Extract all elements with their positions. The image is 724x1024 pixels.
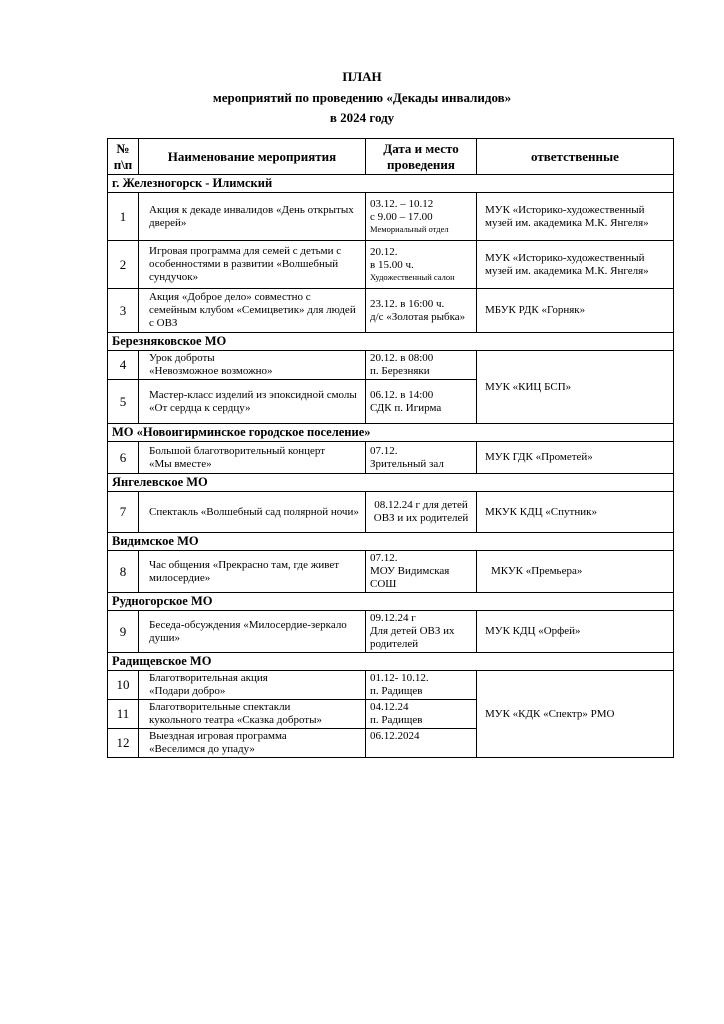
- section-title: Видимское МО: [108, 533, 674, 551]
- table-row: [108, 289, 674, 333]
- row-number: 11: [108, 700, 139, 729]
- section-title: г. Железногорск - Илимский: [108, 175, 674, 193]
- section-title: МО «Новоигирминское городское поселение»: [108, 424, 674, 442]
- event-name: [139, 442, 366, 474]
- document-title: ПЛАН: [342, 69, 382, 84]
- header-number: [108, 139, 139, 175]
- event-date: [366, 671, 477, 700]
- date-line: СДК п. Игирма: [370, 401, 442, 414]
- section-row: [108, 593, 674, 611]
- section-title: Радищевское МО: [108, 653, 674, 671]
- header-date-line2: проведения: [387, 156, 455, 172]
- table-row: [108, 611, 674, 653]
- responsible: МУК «КИЦ БСП»: [477, 351, 674, 424]
- section-row: [108, 175, 674, 193]
- date-line: МОУ Видимская СОШ: [370, 565, 450, 590]
- section-row: [108, 474, 674, 492]
- row-number: 1: [108, 193, 139, 241]
- event-date: [366, 700, 477, 729]
- header-responsible: ответственные: [477, 139, 674, 175]
- event-date: [366, 611, 477, 653]
- date-line: 07.12.: [370, 444, 398, 457]
- event-name: Акция «Доброе дело» совместно с семейным клубом «Семицветик» для людей с ОВЗ: [139, 289, 366, 333]
- date-line: 07.12.: [370, 552, 398, 564]
- date-line: 20.12.: [370, 246, 398, 258]
- header-number-line2: п\п: [113, 156, 133, 172]
- date-line: п. Радищев: [370, 714, 423, 726]
- row-number: 4: [108, 351, 139, 380]
- venue-line: Художественный салон: [370, 272, 455, 282]
- row-number: 5: [108, 380, 139, 424]
- event-name-line: «Невозможное возможно»: [149, 365, 273, 377]
- date-line: д/с «Золотая рыбка»: [370, 310, 466, 323]
- date-line: 06.12.2024: [370, 730, 420, 742]
- responsible: МУК ГДК «Прометей»: [477, 442, 674, 474]
- event-name-line: «Подари добро»: [149, 685, 226, 697]
- date-line: п. Березняки: [370, 365, 430, 377]
- row-number: 10: [108, 671, 139, 700]
- events-plan-table: [107, 138, 674, 758]
- event-name: Беседа-обсуждения «Милосердие-зеркало души»: [139, 611, 366, 653]
- date-line: 23.12. в 16:00 ч.: [370, 297, 445, 310]
- event-date: [366, 289, 477, 333]
- responsible: МУК «КДК «Спектр» РМО: [477, 671, 674, 758]
- event-name-line: «Веселимся до упаду»: [149, 743, 255, 755]
- date-line: 01.12- 10.12.: [370, 672, 429, 684]
- event-date: [366, 442, 477, 474]
- event-name-line: Выездная игровая программа: [149, 730, 287, 742]
- section-title: Березняковское МО: [108, 333, 674, 351]
- event-date: [366, 241, 477, 289]
- venue-line: Мемориальный отдел: [370, 224, 449, 234]
- event-name-line: Мастер-класс изделий из эпоксидной смолы: [149, 388, 357, 401]
- event-name-line: «От сердца к сердцу»: [149, 401, 251, 414]
- document-year: в 2024 году: [329, 110, 395, 125]
- table-row: [108, 193, 674, 241]
- date-line: Для детей ОВЗ их родителей: [370, 625, 455, 650]
- event-date: 08.12.24 г для детей ОВЗ и их родителей: [366, 492, 477, 533]
- document-subtitle: мероприятий по проведению «Декады инвалидов»: [212, 90, 512, 105]
- event-name: [139, 351, 366, 380]
- date-line: Зрительный зал: [370, 457, 444, 470]
- date-line: в 15.00 ч.: [370, 259, 414, 271]
- event-name: [139, 380, 366, 424]
- event-date: [366, 193, 477, 241]
- event-date: [366, 351, 477, 380]
- event-name: Час общения «Прекрасно там, где живет милосердие»: [139, 551, 366, 593]
- date-line: п. Радищев: [370, 685, 423, 697]
- event-name-line: Урок доброты: [149, 352, 215, 364]
- row-number: 6: [108, 442, 139, 474]
- event-name: [139, 671, 366, 700]
- table-header-row: [108, 139, 674, 175]
- responsible: МУК «Историко-художественный музей им. академика М.К. Янгеля»: [477, 241, 674, 289]
- event-date: [366, 729, 477, 758]
- event-name-line: Благотворительные спектакли: [149, 701, 291, 713]
- event-date: [366, 380, 477, 424]
- section-title: Рудногорское МО: [108, 593, 674, 611]
- table-row: [108, 241, 674, 289]
- row-number: 8: [108, 551, 139, 593]
- responsible: МКУК «Премьера»: [477, 551, 674, 593]
- row-number: 9: [108, 611, 139, 653]
- event-name-line: «Мы вместе»: [149, 457, 212, 470]
- section-row: [108, 424, 674, 442]
- section-row: [108, 333, 674, 351]
- header-number-line1: №: [116, 140, 130, 156]
- event-name: Акция к декаде инвалидов «День открытых дверей»: [139, 193, 366, 241]
- section-row: [108, 533, 674, 551]
- event-date: [366, 551, 477, 593]
- row-number: 7: [108, 492, 139, 533]
- header-event-name: Наименование мероприятия: [139, 139, 366, 175]
- row-number: 12: [108, 729, 139, 758]
- row-number: 3: [108, 289, 139, 333]
- section-row: [108, 653, 674, 671]
- table-row: [108, 351, 674, 380]
- header-date-place: [366, 139, 477, 175]
- date-line: 20.12. в 08:00: [370, 352, 434, 364]
- table-row: [108, 492, 674, 533]
- date-line: 04.12.24: [370, 701, 409, 713]
- event-name-line: Благотворительная акция: [149, 672, 268, 684]
- event-name: [139, 700, 366, 729]
- table-row: [108, 442, 674, 474]
- responsible: МУК «Историко-художественный музей им. академика М.К. Янгеля»: [477, 193, 674, 241]
- date-line: с 9.00 – 17.00: [370, 211, 433, 223]
- row-number: 2: [108, 241, 139, 289]
- table-row: [108, 551, 674, 593]
- responsible: МКУК КДЦ «Спутник»: [477, 492, 674, 533]
- event-name: Спектакль «Волшебный сад полярной ночи»: [139, 492, 366, 533]
- event-name: [139, 729, 366, 758]
- responsible: МУК КДЦ «Орфей»: [477, 611, 674, 653]
- event-name-line: Большой благотворительный концерт: [149, 444, 326, 457]
- table-row: [108, 671, 674, 700]
- section-title: Янгелевское МО: [108, 474, 674, 492]
- event-name: Игровая программа для семей с детьми с особенностями в развитии «Волшебный сундучок»: [139, 241, 366, 289]
- date-line: 09.12.24 г: [370, 612, 416, 624]
- header-date-line1: Дата и место: [383, 140, 459, 156]
- date-line: 03.12. – 10.12: [370, 198, 434, 210]
- event-name-line: кукольного театра «Сказка доброты»: [149, 714, 323, 726]
- date-line: 06.12. в 14:00: [370, 388, 434, 401]
- responsible: МБУК РДК «Горняк»: [477, 289, 674, 333]
